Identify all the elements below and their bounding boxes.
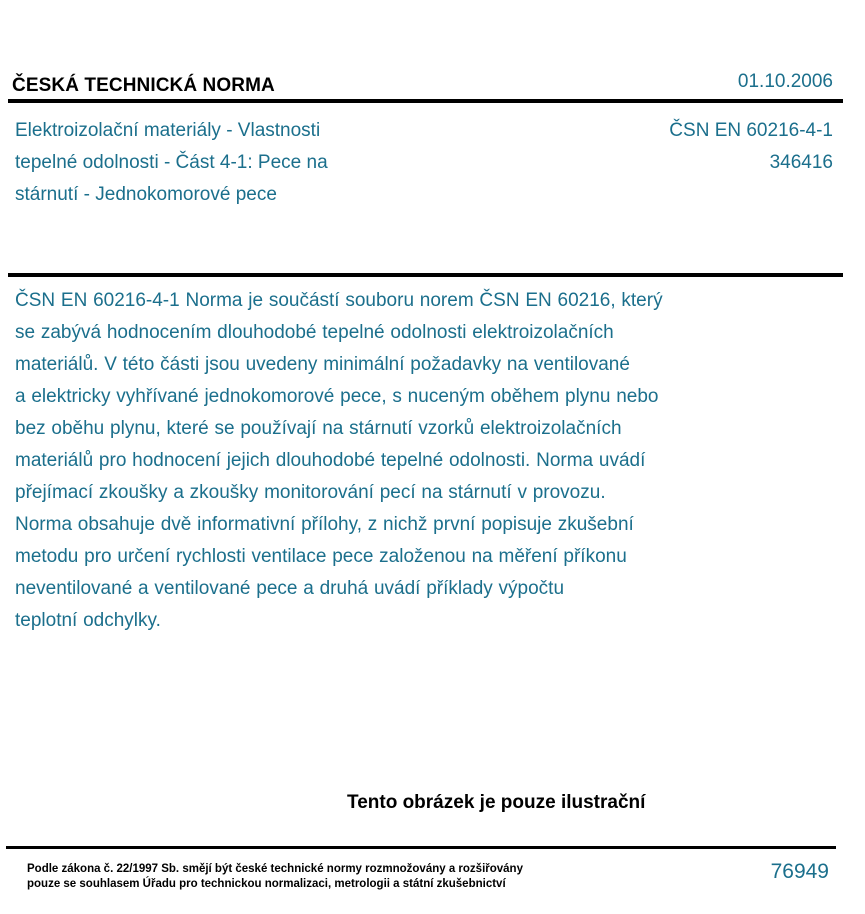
standard-title-line: tepelné odolnosti - Část 4-1: Pece na (15, 152, 328, 173)
abstract-line: metodu pro určení rychlosti ventilace pece založenou na měření příkonu (15, 546, 627, 567)
abstract-line: ČSN EN 60216-4-1 Norma je součástí souboru norem ČSN EN 60216, který (15, 290, 663, 311)
standard-title-line: Elektroizolační materiály - Vlastnosti (15, 120, 321, 141)
issue-date: 01.10.2006 (737, 71, 833, 92)
title-divider (8, 273, 843, 277)
legal-notice-line: pouze se souhlasem Úřadu pro technickou normalizaci, metrologii a státní zkušebnictví (27, 878, 506, 890)
abstract-line: materiálů pro hodnocení jejich dlouhodobé tepelné odolnosti. Norma uvádí (15, 450, 646, 471)
catalog-number: 76949 (770, 860, 829, 883)
abstract-line: neventilované a ventilované pece a druhá uvádí příklady výpočtu (15, 578, 565, 599)
legal-notice (27, 862, 523, 892)
class-number: 346416 (769, 152, 833, 173)
document-type-heading: ČESKÁ TECHNICKÁ NORMA (12, 75, 275, 96)
abstract-line: teplotní odchylky. (15, 610, 161, 631)
abstract-line: a elektricky vyhřívané jednokomorové pece, s nuceným oběhem plynu nebo (15, 386, 659, 407)
standard-title-line: stárnutí - Jednokomorové pece (15, 184, 277, 205)
standard-code: ČSN EN 60216-4-1 (669, 120, 833, 141)
footer-divider (6, 846, 836, 849)
standard-identifiers (669, 115, 833, 179)
abstract-line: se zabývá hodnocením dlouhodobé tepelné odolnosti elektroizolačních (15, 322, 614, 343)
standard-title (15, 115, 415, 211)
abstract-line: přejímací zkoušky a zkoušky monitorování pecí na stárnutí v provozu. (15, 482, 606, 503)
abstract-line: bez oběhu plynu, které se používají na stárnutí vzorků elektroizolačních (15, 418, 622, 439)
header-divider (8, 99, 843, 103)
legal-notice-line: Podle zákona č. 22/1997 Sb. smějí být české technické normy rozmnožovány a rozšiřovány (27, 863, 523, 875)
illustration-disclaimer: Tento obrázek je pouze ilustrační (347, 792, 646, 813)
abstract (15, 285, 750, 637)
abstract-line: Norma obsahuje dvě informativní přílohy, z nichž první popisuje zkušební (15, 514, 634, 535)
abstract-line: materiálů. V této části jsou uvedeny minimální požadavky na ventilované (15, 354, 630, 375)
